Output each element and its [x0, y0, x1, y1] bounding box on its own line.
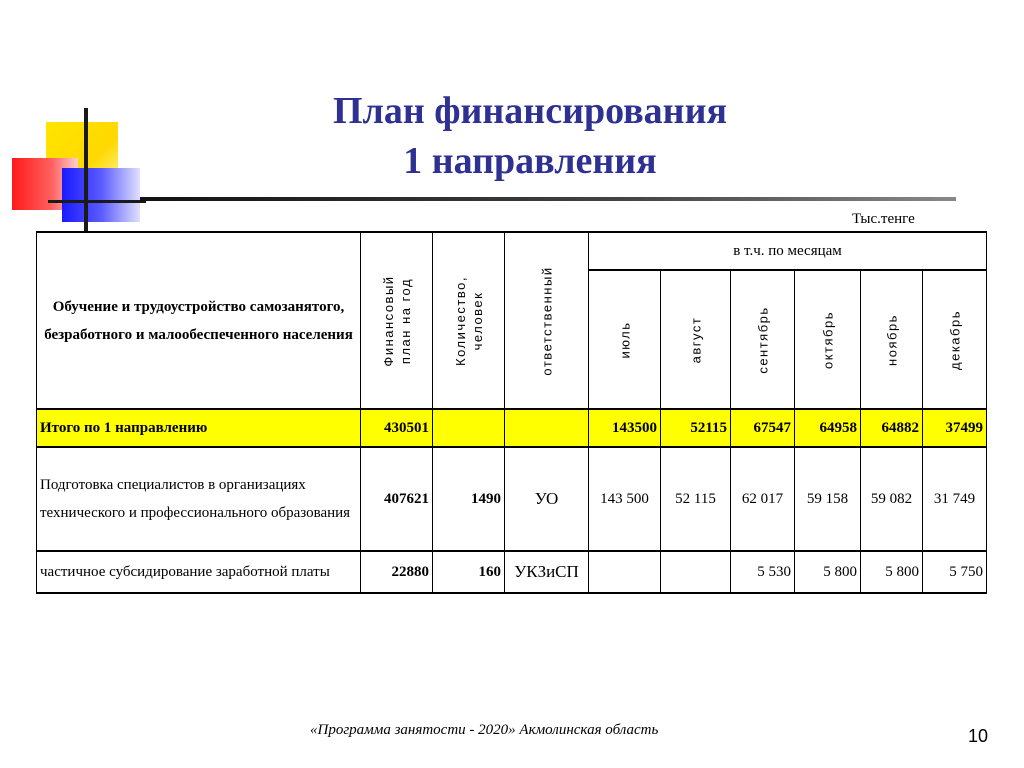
row-month-aug	[661, 551, 731, 593]
header-count: Количество, человек	[433, 232, 505, 409]
logo-horizontal-line	[48, 200, 146, 203]
header-main: Обучение и трудоустройство самозанятого, безработного и малообеспеченного населения	[37, 232, 361, 409]
page-number: 10	[968, 726, 989, 746]
row-plan: 22880	[361, 551, 433, 593]
row-label: Подготовка специалистов в организациях технического и профессионального образования	[37, 447, 361, 551]
header-month-nov: ноябрь	[861, 270, 923, 409]
row-month-nov: 59 082	[861, 447, 923, 551]
row-count: 160	[433, 551, 505, 593]
row-responsible: УО	[505, 447, 589, 551]
header-plan: Финансовый план на год	[361, 232, 433, 409]
header-month-jul: июль	[589, 270, 661, 409]
row-month-jul: 143 500	[589, 447, 661, 551]
row-month-sep: 62 017	[731, 447, 795, 551]
row-month-oct: 5 800	[795, 551, 861, 593]
row-month-aug: 52 115	[661, 447, 731, 551]
title-line-1: План финансирования	[332, 90, 728, 132]
row-month-dec: 31 749	[923, 447, 987, 551]
table-row	[37, 447, 987, 551]
row-month-nov: 5 800	[861, 551, 923, 593]
row-month-dec: 5 750	[923, 551, 987, 593]
header-month-sep: сентябрь	[731, 270, 795, 409]
total-label: Итого по 1 направлению	[37, 409, 361, 447]
logo-blue-square	[62, 168, 140, 222]
title-line-2: 1 направления	[403, 140, 657, 182]
row-month-oct: 59 158	[795, 447, 861, 551]
row-responsible: УКЗиСП	[505, 551, 589, 593]
header-months-group: в т.ч. по месяцам	[589, 232, 987, 270]
total-month-jul: 143500	[589, 409, 661, 447]
row-label: частичное субсидирование заработной платы	[37, 551, 361, 593]
total-plan: 430501	[361, 409, 433, 447]
total-count	[433, 409, 505, 447]
total-month-aug: 52115	[661, 409, 731, 447]
row-month-sep: 5 530	[731, 551, 795, 593]
total-month-dec: 37499	[923, 409, 987, 447]
total-row	[37, 409, 987, 447]
header-month-aug: август	[661, 270, 731, 409]
header-responsible: ответственный	[505, 232, 589, 409]
title-divider	[140, 197, 956, 201]
total-responsible	[505, 409, 589, 447]
row-month-jul	[589, 551, 661, 593]
row-count: 1490	[433, 447, 505, 551]
row-plan: 407621	[361, 447, 433, 551]
logo-vertical-line	[84, 108, 88, 232]
decorative-logo	[0, 0, 160, 240]
total-month-nov: 64882	[861, 409, 923, 447]
footer-text: «Программа занятости - 2020» Акмолинская область	[310, 722, 659, 738]
header-month-dec: декабрь	[923, 270, 987, 409]
financing-table	[36, 231, 987, 594]
unit-label: Тыс.тенге	[852, 211, 915, 227]
total-month-sep: 67547	[731, 409, 795, 447]
header-month-oct: октябрь	[795, 270, 861, 409]
table-row	[37, 551, 987, 593]
slide-title	[200, 86, 860, 186]
total-month-oct: 64958	[795, 409, 861, 447]
